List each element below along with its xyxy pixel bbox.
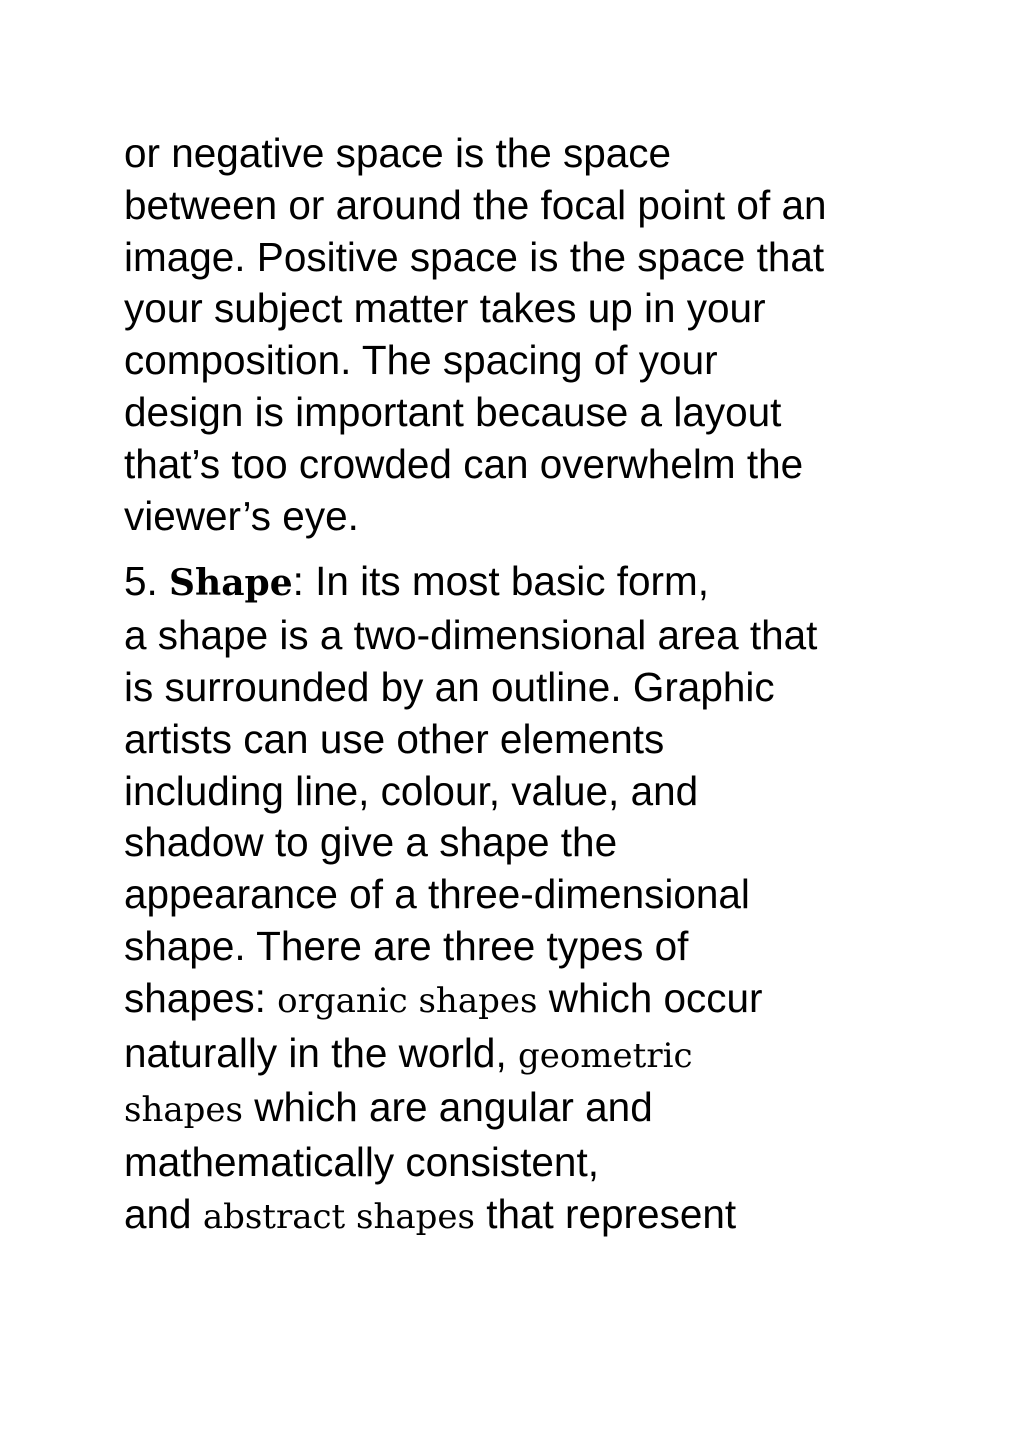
text-line: appearance of a three-dimensional — [124, 871, 750, 918]
term-organic-shapes: organic shapes — [277, 980, 538, 1021]
text-line: artists can use other elements — [124, 715, 665, 762]
text-line: viewer’s eye. — [124, 492, 359, 539]
text-line: is surrounded by an outline. Graphic — [124, 663, 775, 710]
text-line: shadow to give a shape the — [124, 819, 618, 866]
document-page — [124, 128, 944, 1244]
term-geometric: geometric — [517, 1035, 693, 1076]
text-line: image. Positive space is the space that — [124, 233, 825, 280]
and-text: and — [124, 1190, 203, 1237]
geometric-description: which are angular and — [242, 1084, 653, 1131]
text-line — [124, 556, 944, 610]
shape-intro: : In its most basic form, — [292, 558, 709, 605]
term-geometric-shapes: shapes — [124, 1090, 243, 1131]
shapes-prefix: shapes: — [124, 974, 278, 1021]
natural-text: naturally in the world, — [124, 1029, 518, 1076]
text-line: a shape is a two-dimensional area that — [124, 612, 818, 659]
text-line: that’s too crowded can overwhelm the — [124, 440, 804, 487]
text-line — [124, 1082, 944, 1137]
text-line — [124, 1028, 944, 1083]
text-line: design is important because a layout — [124, 388, 782, 435]
term-abstract-shapes: abstract shapes — [202, 1196, 475, 1237]
text-line: including line, colour, value, and — [124, 767, 699, 814]
text-line — [124, 973, 944, 1028]
term-shape: Shape — [169, 562, 293, 605]
text-line: your subject matter takes up in your — [124, 285, 766, 332]
paragraph-negative-space — [124, 128, 944, 542]
text-line: or negative space is the space — [124, 130, 672, 176]
text-line: composition. The spacing of your — [124, 337, 718, 384]
text-line: mathematically consistent, — [124, 1139, 599, 1186]
paragraph-shape — [124, 556, 944, 1243]
list-number: 5. — [124, 558, 170, 605]
organic-description: which occur — [537, 974, 763, 1021]
text-line: shape. There are three types of — [124, 922, 689, 969]
text-line — [124, 1189, 944, 1244]
paragraph-gap — [124, 542, 944, 556]
text-line: between or around the focal point of an — [124, 181, 827, 228]
abstract-description: that represent — [474, 1190, 737, 1237]
